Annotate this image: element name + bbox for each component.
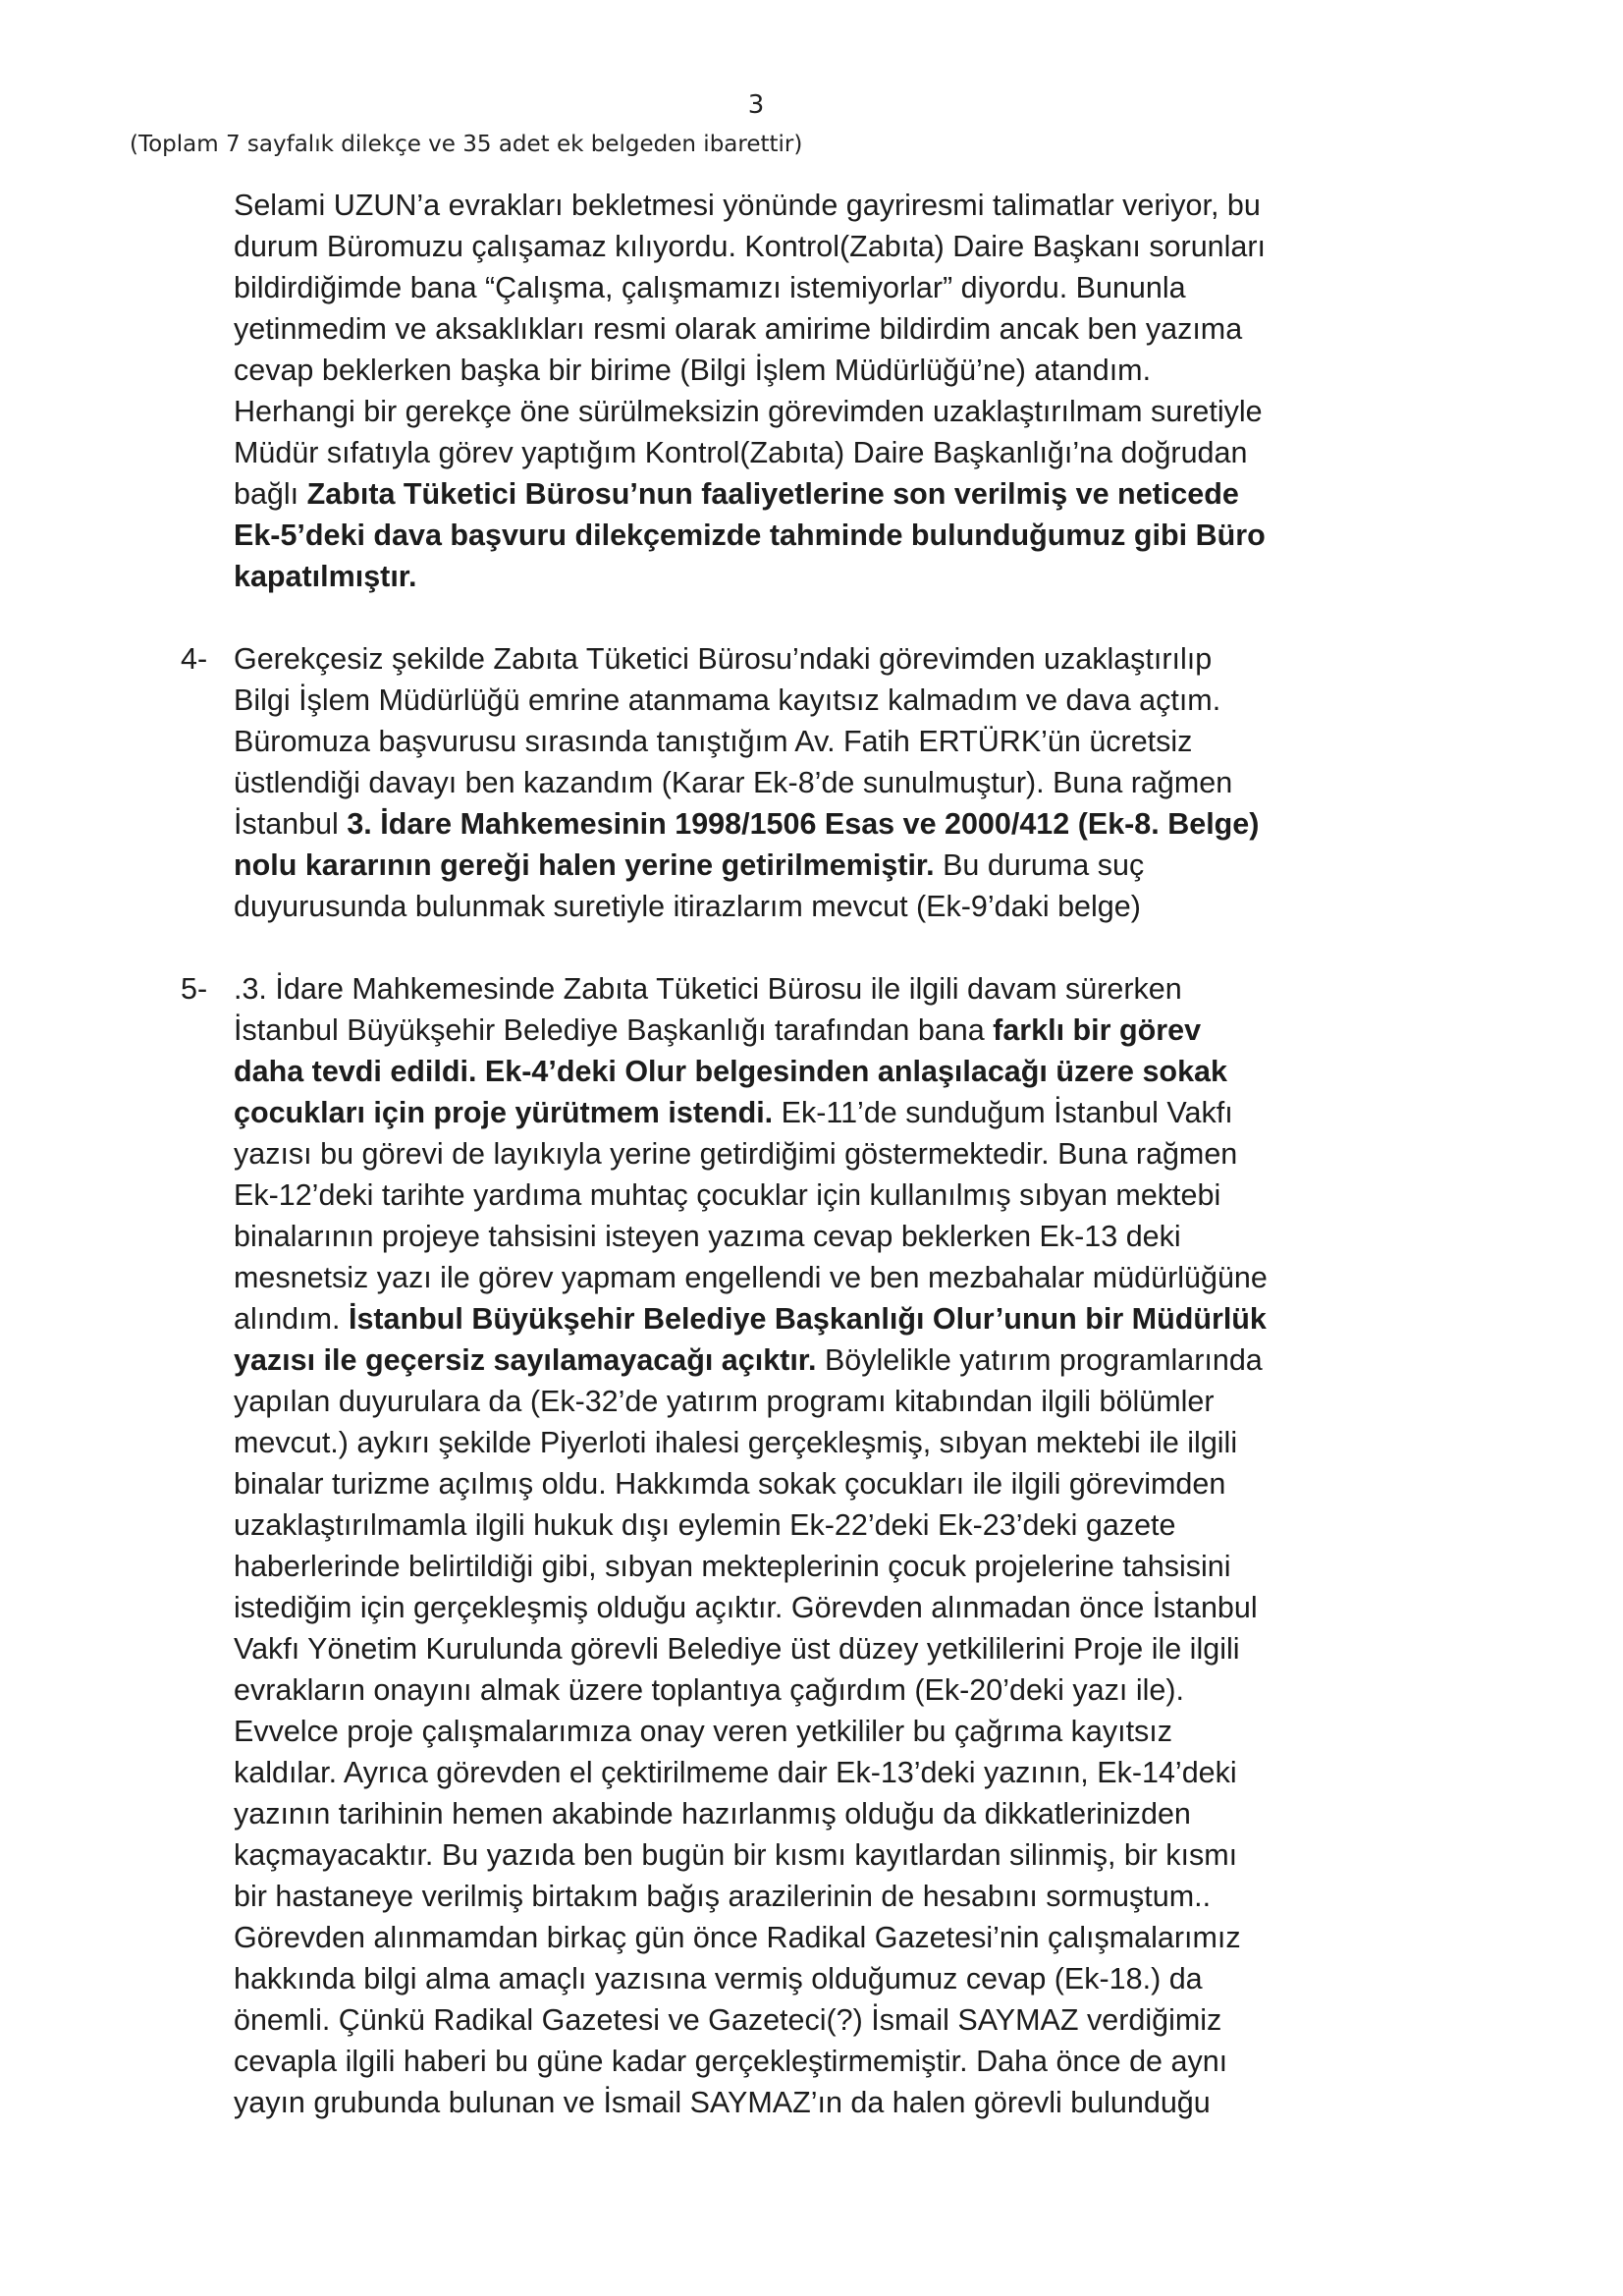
text-segment: binalar turizme açılmış oldu. Hakkımda sokak çocukları ile ilgili görevimden	[234, 1467, 1226, 1501]
text-line	[234, 1175, 1387, 1216]
text-segment: cevapla ilgili haberi bu güne kadar gerçekleştirmemiştir. Daha önce de aynı	[234, 2045, 1228, 2078]
document-body	[0, 185, 1623, 2123]
paragraph-number: 4-	[181, 642, 208, 676]
bold-text: yazısı ile geçersiz sayılamayacağı açıktır.	[234, 1343, 817, 1377]
text-segment: bildirdiğimde bana “Çalışma, çalışmamızı istemiyorlar” diyordu. Bununla	[234, 271, 1186, 304]
text-segment: Ek-12’deki tarihte yardıma muhtaç çocuklar için kullanılmış sıbyan mektebi	[234, 1178, 1221, 1212]
text-segment: cevap beklerken başka bir birime (Bilgi İşlem Müdürlüğü’ne) atandım.	[234, 354, 1152, 387]
text-segment: istediğim için gerçekleşmiş olduğu açıktır. Görevden alınmadan önce İstanbul	[234, 1591, 1258, 1624]
text-segment: Görevden alınmamdan birkaç gün önce Radikal Gazetesi’nin çalışmalarımız	[234, 1921, 1241, 1954]
text-segment: binalarının projeye tahsisini isteyen yazıma cevap beklerken Ek-13 deki	[234, 1220, 1181, 1253]
text-line	[234, 432, 1387, 473]
text-line	[234, 1381, 1387, 1422]
text-segment: hakkında bilgi alma amaçlı yazısına vermiş olduğumuz cevap (Ek-18.) da	[234, 1962, 1203, 1995]
bold-text: daha tevdi edildi. Ek-4’deki Olur belgesinden anlaşılacağı üzere sokak	[234, 1055, 1227, 1088]
text-line	[234, 1298, 1387, 1339]
text-line	[234, 515, 1387, 556]
text-segment: yazısı bu görevi de layıkıyla yerine getirdiğimi göstermektedir. Buna rağmen	[234, 1137, 1238, 1171]
bold-text: çocukları için proje yürütmem istendi.	[234, 1096, 774, 1129]
text-line	[234, 556, 1387, 597]
paragraph	[0, 968, 1387, 2123]
text-segment: bağlı	[234, 477, 307, 511]
text-line	[234, 845, 1387, 886]
text-line	[234, 267, 1387, 308]
text-line	[234, 185, 1387, 226]
paragraph-number: 5-	[181, 972, 208, 1006]
text-segment: Gerekçesiz şekilde Zabıta Tüketici Bürosu’ndaki görevimden uzaklaştırılıp	[234, 642, 1213, 676]
bold-text: nolu kararının gereği halen yerine getirilmemiştir.	[234, 848, 935, 882]
text-line	[234, 886, 1387, 927]
paragraph-gap	[0, 597, 1623, 638]
text-line	[234, 1257, 1387, 1298]
text-segment: yayın grubunda bulunan ve İsmail SAYMAZ’ın da halen görevli bulunduğu	[234, 2086, 1211, 2119]
text-segment: üstlendiği davayı ben kazandım (Karar Ek-8’de sunulmuştur). Buna rağmen	[234, 766, 1233, 799]
text-segment: Vakfı Yönetim Kurulunda görevli Belediye üst düzey yetkililerini Proje ile ilgili	[234, 1632, 1240, 1666]
text-line	[234, 226, 1387, 267]
paragraph-gap	[0, 927, 1623, 968]
text-segment: İstanbul	[234, 807, 348, 841]
text-line	[234, 1958, 1387, 1999]
text-segment: Müdür sıfatıyla görev yaptığım Kontrol(Zabıta) Daire Başkanlığı’na doğrudan	[234, 436, 1248, 469]
text-line	[234, 1422, 1387, 1463]
text-segment: .3. İdare Mahkemesinde Zabıta Tüketici Bürosu ile ilgili davam sürerken	[234, 972, 1182, 1006]
text-line	[234, 1834, 1387, 1876]
text-segment: yetinmedim ve aksaklıkları resmi olarak amirime bildirdim ancak ben yazıma	[234, 312, 1243, 346]
bold-text: Zabıta Tüketici Bürosu’nun faaliyetlerine son verilmiş ve neticede	[306, 477, 1239, 511]
bold-text: farklı bir görev	[993, 1013, 1202, 1047]
text-segment: kaldılar. Ayrıca görevden el çektirilmeme dair Ek-13’deki yazının, Ek-14’deki	[234, 1756, 1237, 1789]
text-segment: Böylelikle yatırım programlarında	[816, 1343, 1263, 1377]
text-line	[234, 1339, 1387, 1381]
header-note: (Toplam 7 sayfalık dilekçe ve 35 adet ek belgeden ibarettir)	[130, 132, 803, 157]
text-segment: Evvelce proje çalışmalarımıza onay veren yetkililer bu çağrıma kayıtsız	[234, 1715, 1173, 1748]
text-segment: Ek-11’de sunduğum İstanbul Vakfı	[773, 1096, 1233, 1129]
text-line	[234, 680, 1387, 721]
text-line	[234, 1999, 1387, 2041]
text-line	[234, 1133, 1387, 1175]
text-line	[234, 1669, 1387, 1711]
bold-text: kapatılmıştır.	[234, 560, 417, 593]
paragraph	[0, 638, 1387, 927]
text-segment: mesnetsiz yazı ile görev yapmam engellendi ve ben mezbahalar müdürlüğüne	[234, 1261, 1268, 1294]
text-line	[234, 1092, 1387, 1133]
text-line	[234, 350, 1387, 391]
text-segment: evrakların onayını almak üzere toplantıya çağırdım (Ek-20’deki yazı ile).	[234, 1673, 1184, 1707]
text-segment: önemli. Çünkü Radikal Gazetesi ve Gazeteci(?) İsmail SAYMAZ verdiğimiz	[234, 2003, 1222, 2037]
text-segment: Herhangi bir gerekçe öne sürülmeksizin görevimden uzaklaştırılmam suretiyle	[234, 395, 1263, 428]
text-segment: durum Büromuzu çalışamaz kılıyordu. Kontrol(Zabıta) Daire Başkanı sorunları	[234, 230, 1266, 263]
text-line	[234, 1504, 1387, 1546]
text-line	[234, 1793, 1387, 1834]
text-segment: haberlerinde belirtildiği gibi, sıbyan mekteplerinin çocuk projelerine tahsisini	[234, 1550, 1231, 1583]
text-segment: kaçmayacaktır. Bu yazıda ben bugün bir kısmı kayıtlardan silinmiş, bir kısmı	[234, 1838, 1238, 1872]
text-segment: Bu duruma suç	[934, 848, 1145, 882]
text-line	[234, 1917, 1387, 1958]
text-line	[234, 1051, 1387, 1092]
text-line	[234, 473, 1387, 515]
text-segment: alındım.	[234, 1302, 349, 1336]
bold-text: İstanbul Büyükşehir Belediye Başkanlığı Olur’unun bir Müdürlük	[348, 1302, 1267, 1336]
text-line	[234, 1711, 1387, 1752]
text-segment: Büromuza başvurusu sırasında tanıştığım Av. Fatih ERTÜRK’ün ücretsiz	[234, 725, 1193, 758]
text-line	[234, 721, 1387, 762]
text-line	[234, 638, 1387, 680]
text-line	[234, 1752, 1387, 1793]
text-line	[234, 308, 1387, 350]
text-line	[234, 968, 1387, 1010]
bold-text: 3. İdare Mahkemesinin 1998/1506 Esas ve 2000/412 (Ek-8. Belge)	[347, 807, 1260, 841]
text-segment: uzaklaştırılmamla ilgili hukuk dışı eylemin Ek-22’deki Ek-23’deki gazete	[234, 1508, 1176, 1542]
text-line	[234, 1463, 1387, 1504]
text-segment: Selami UZUN’a evrakları bekletmesi yönünde gayriresmi talimatlar veriyor, bu	[234, 189, 1261, 222]
text-segment: bir hastaneye verilmiş birtakım bağış arazilerinin de hesabını sormuştum..	[234, 1880, 1212, 1913]
text-line	[234, 1628, 1387, 1669]
text-segment: yazının tarihinin hemen akabinde hazırlanmış olduğu da dikkatlerinizden	[234, 1797, 1191, 1831]
text-line	[234, 1587, 1387, 1628]
text-segment: duyurusunda bulunmak suretiyle itirazlarım mevcut (Ek-9’daki belge)	[234, 890, 1141, 923]
text-segment: Bilgi İşlem Müdürlüğü emrine atanmama kayıtsız kalmadım ve dava açtım.	[234, 683, 1221, 717]
text-line	[234, 391, 1387, 432]
text-segment: yapılan duyurulara da (Ek-32’de yatırım programı kitabından ilgili bölümler	[234, 1385, 1215, 1418]
page-number: 3	[747, 90, 765, 120]
text-line	[234, 803, 1387, 845]
text-segment: İstanbul Büyükşehir Belediye Başkanlığı tarafından bana	[234, 1013, 994, 1047]
text-line	[234, 1546, 1387, 1587]
text-line	[234, 1010, 1387, 1051]
text-line	[234, 2041, 1387, 2082]
text-line	[234, 1876, 1387, 1917]
text-line	[234, 2082, 1387, 2123]
bold-text: Ek-5’deki dava başvuru dilekçemizde tahminde bulunduğumuz gibi Büro	[234, 519, 1266, 552]
paragraph	[0, 185, 1387, 597]
text-segment: mevcut.) aykırı şekilde Piyerloti ihalesi gerçekleşmiş, sıbyan mektebi ile ilgili	[234, 1426, 1238, 1459]
text-line	[234, 762, 1387, 803]
text-line	[234, 1216, 1387, 1257]
